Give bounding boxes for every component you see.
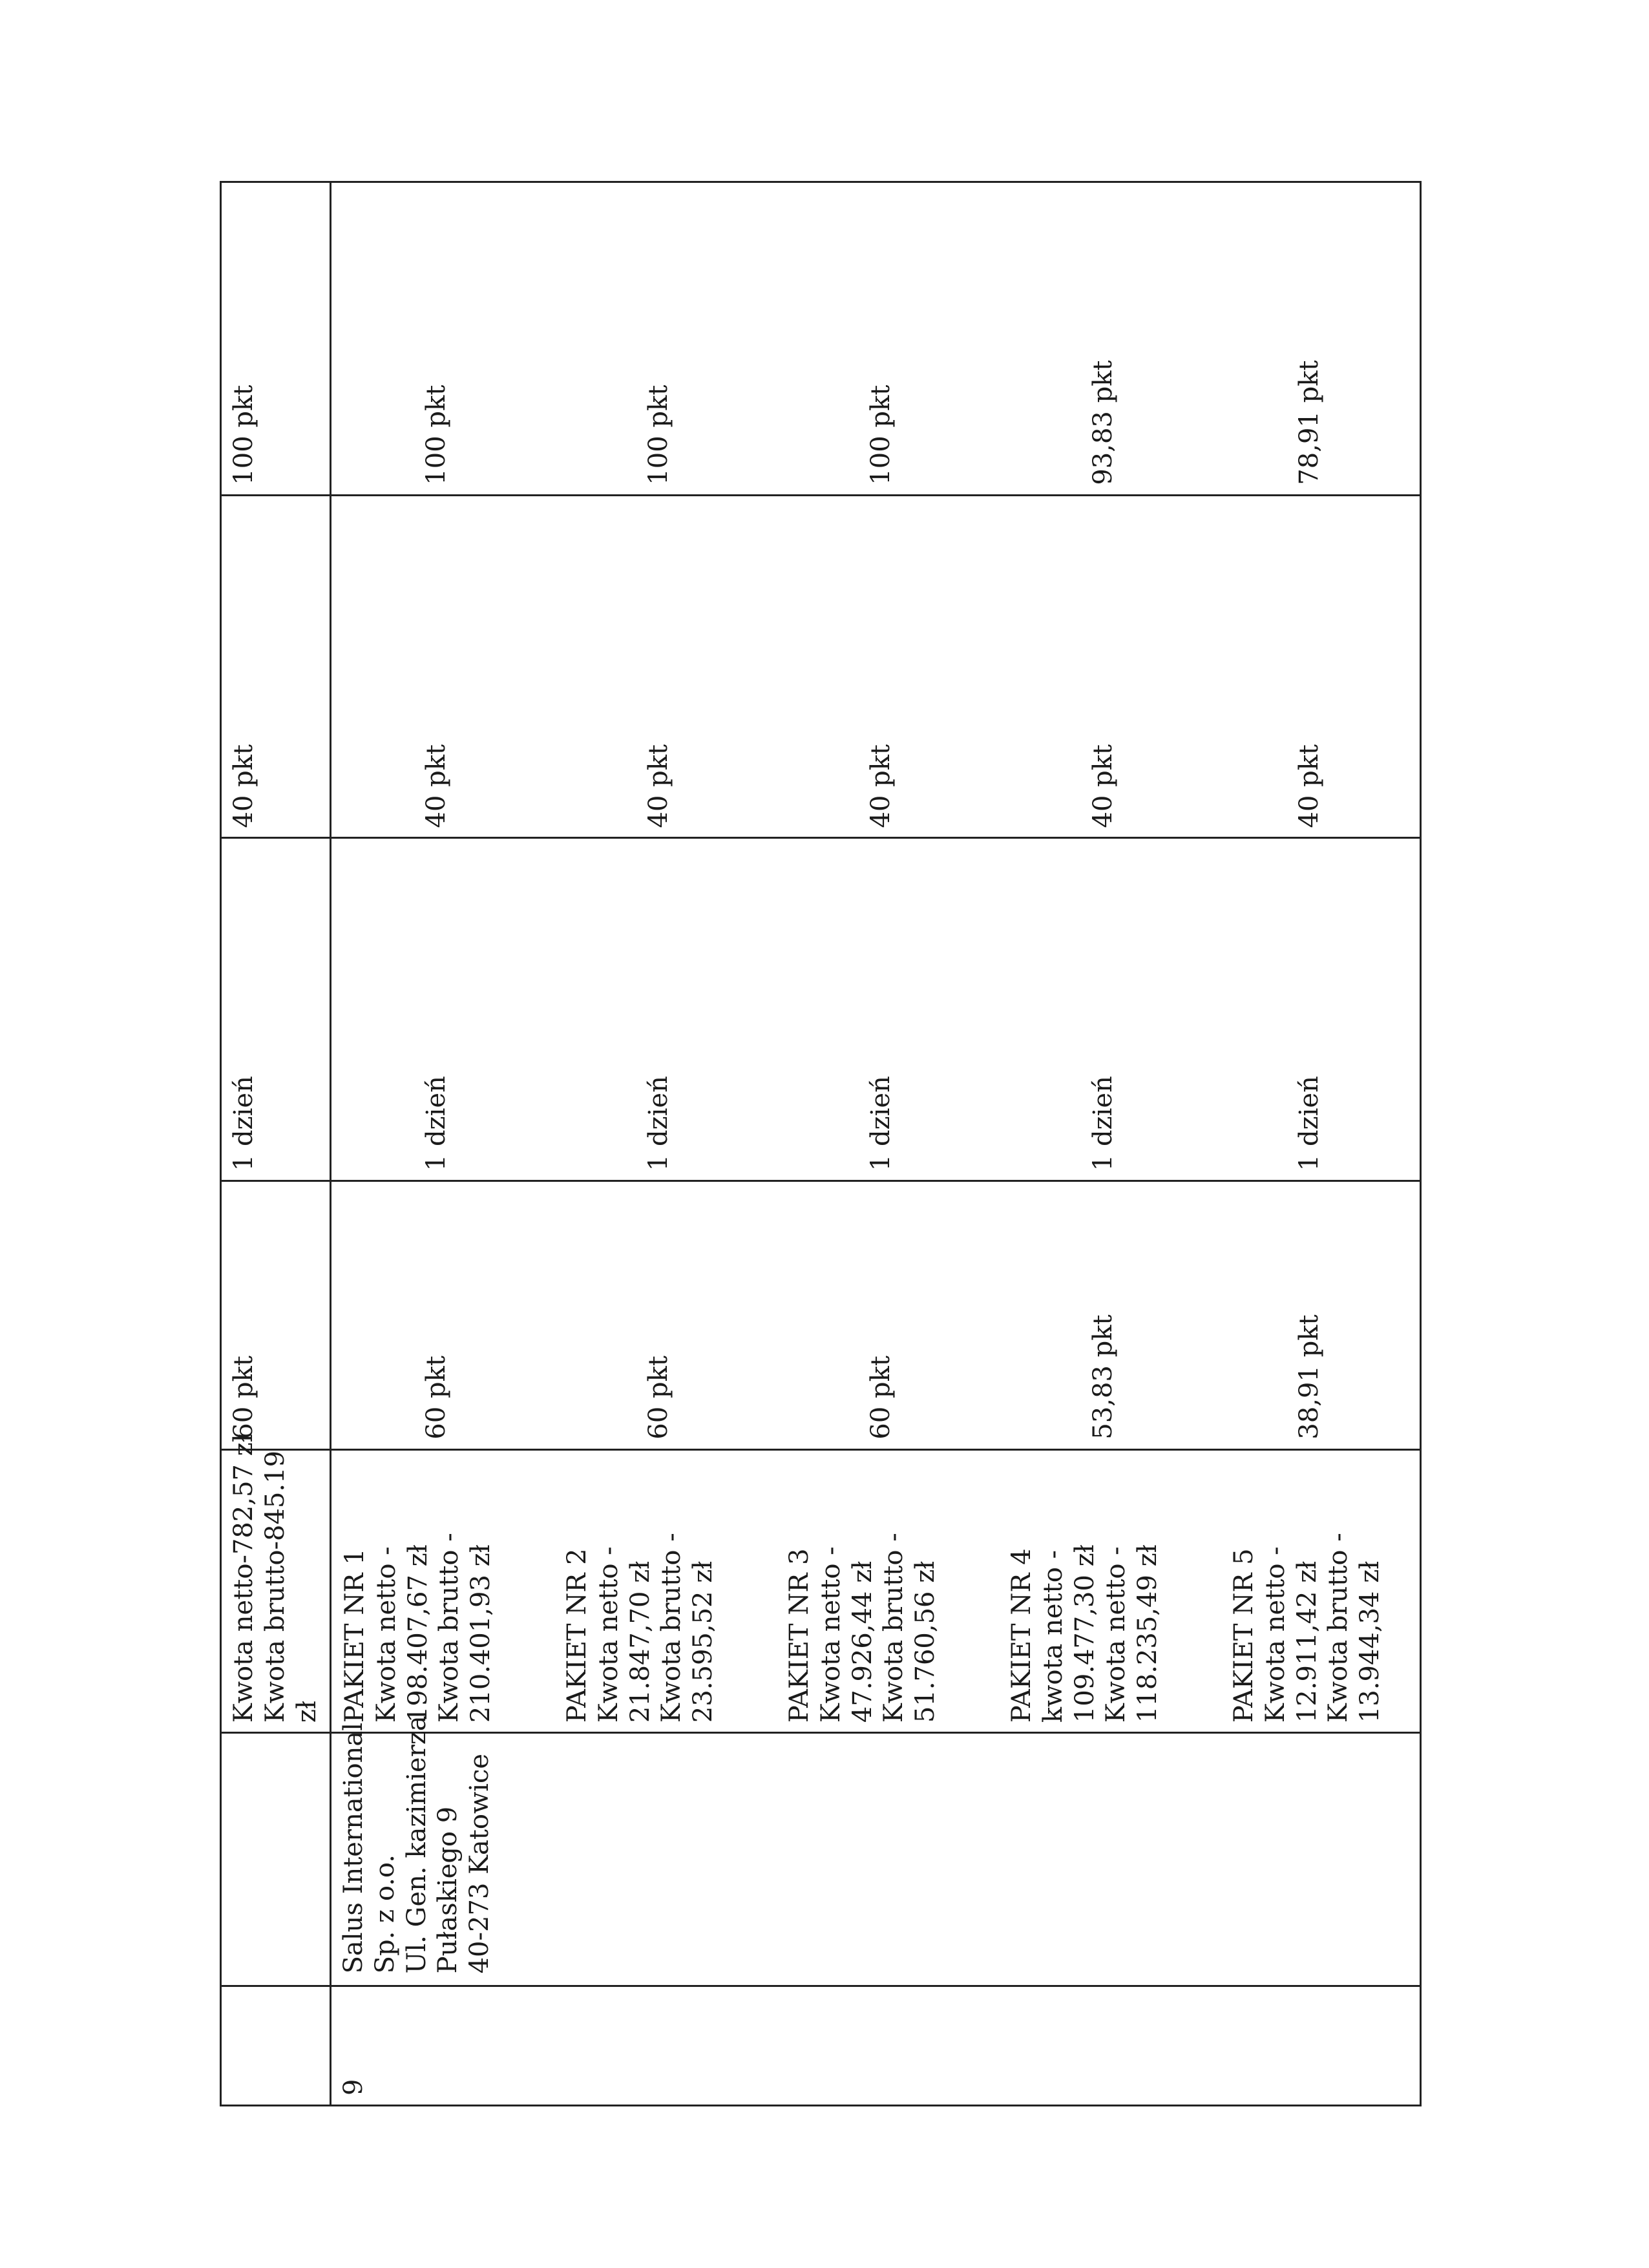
package-line: 47.926,44 zł [847,1560,877,1723]
package-total-points [339,192,533,485]
price-points: 60 pkt [865,1356,896,1440]
package-line: Kwota netto - [593,1546,624,1723]
package-line: Kwota brutto - [879,1533,909,1723]
supplier-line: 40-273 Katowice [465,1753,495,1974]
package-total-points [1228,192,1390,485]
cell-packages [331,1449,1421,1732]
package-delivery [1228,848,1390,1171]
delivery-points: 40 pkt [1294,744,1324,828]
cell-supplier [331,1716,1421,1986]
package-price-points [1006,1191,1200,1439]
package-total-points [784,192,978,485]
delivery-points: 40 pkt [229,744,258,828]
package-line: 198.407,67 zł [403,1544,433,1723]
top-amount-line: Kwota netto-782,57 zł [229,1434,258,1723]
supplier-line: Salus International [339,1722,368,1974]
cell-price-points [331,1181,1421,1449]
package-block [784,1460,978,1723]
package-block [1228,1460,1386,1723]
total-points: 100 pkt [865,384,896,485]
package-title: PAKIET NR 5 [1229,1548,1259,1723]
cell-top-delivery [221,838,331,1181]
package-line: Kwota netto - [371,1546,401,1723]
top-amount-line: Kwota brutto-845.19 [260,1451,290,1723]
top-amount-line: zł [291,1701,322,1723]
rotated-table-sheet [220,181,1422,2106]
delivery-points: 40 pkt [1087,744,1118,828]
package-line: 12.911,42 zł [1292,1560,1322,1723]
package-title: PAKIET NR 4 [1007,1548,1036,1723]
cell-top-total [221,182,331,496]
price-points: 53,83 pkt [1087,1314,1118,1440]
cell-top-delivery-points [221,495,331,838]
package-line: 109.477,30 zł [1069,1544,1100,1723]
delivery-time: 1 dzień [865,1076,896,1171]
supplier-line: Ul. Gen. kazimierza [401,1716,432,1974]
total-points: 100 pkt [421,384,451,485]
package-block [1006,1460,1200,1723]
package-total-points [562,192,755,485]
package-line: 21.847,70 zł [625,1560,655,1723]
price-points: 60 pkt [643,1356,673,1440]
delivery-time: 1 dzień [1294,1076,1324,1171]
cell-row-number [331,1986,1421,2106]
package-delivery-points [1228,505,1390,828]
package-delivery [1006,848,1200,1171]
package-block [562,1460,755,1723]
delivery-time: 1 dzień [1087,1076,1118,1171]
package-line: kwota netto - [1038,1549,1068,1723]
package-price-points [339,1191,533,1439]
package-line: 23.595,52 zł [688,1560,719,1723]
delivery-points: 40 pkt [421,744,451,828]
cell-top-amounts [221,1434,331,1732]
total-points: 78,91 pkt [1294,360,1324,485]
package-line: 210.401,93 zł [466,1544,496,1723]
package-total-points [1006,192,1200,485]
package-line: Kwota netto - [815,1546,846,1723]
package-block [339,1460,533,1723]
price-points: 60 pkt [229,1356,258,1440]
evaluation-table [220,181,1422,2106]
package-delivery-points [784,505,978,828]
total-points: 100 pkt [229,384,258,485]
package-line: Kwota netto - [1260,1546,1290,1723]
total-points: 100 pkt [643,384,673,485]
price-points: 60 pkt [421,1356,451,1440]
supplier-line: Sp. z o.o. [370,1854,400,1974]
cell-empty-number [221,1986,331,2106]
package-line: 118.235,49 zł [1133,1544,1163,1723]
package-line: Kwota brutto - [434,1533,465,1723]
price-points: 38,91 pkt [1294,1314,1324,1440]
package-line: 51.760,56 zł [910,1560,941,1723]
package-price-points [1228,1191,1390,1439]
cell-top-price-points [221,1181,331,1449]
delivery-time: 1 dzień [229,1076,258,1171]
package-price-points [784,1191,978,1439]
cell-delivery-points [331,495,1421,838]
delivery-time: 1 dzień [643,1076,673,1171]
package-line: Kwota brutto - [656,1533,687,1723]
package-delivery-points [1006,505,1200,828]
package-delivery-points [562,505,755,828]
table-row-top [221,182,331,2106]
delivery-points: 40 pkt [643,744,673,828]
package-line: 13.944,34 zł [1355,1560,1385,1723]
supplier-line: Pułaskiego 9 [433,1806,463,1974]
package-line: Kwota brutto - [1323,1533,1354,1723]
cell-delivery [331,838,1421,1181]
total-points: 93,83 pkt [1087,360,1118,485]
package-title: PAKIET NR 3 [784,1548,814,1723]
package-delivery [339,848,533,1171]
row-number: 9 [339,2079,368,2095]
cell-empty-supplier [221,1733,331,1986]
delivery-time: 1 dzień [421,1076,451,1171]
package-price-points [562,1191,755,1439]
delivery-points: 40 pkt [865,744,896,828]
table-row-9 [331,182,1421,2106]
cell-total-points [331,182,1421,496]
package-line: Kwota netto - [1101,1546,1131,1723]
package-delivery [562,848,755,1171]
package-delivery [784,848,978,1171]
package-title: PAKIET NR 1 [340,1548,370,1723]
package-title: PAKIET NR 2 [562,1548,592,1723]
package-delivery-points [339,505,533,828]
